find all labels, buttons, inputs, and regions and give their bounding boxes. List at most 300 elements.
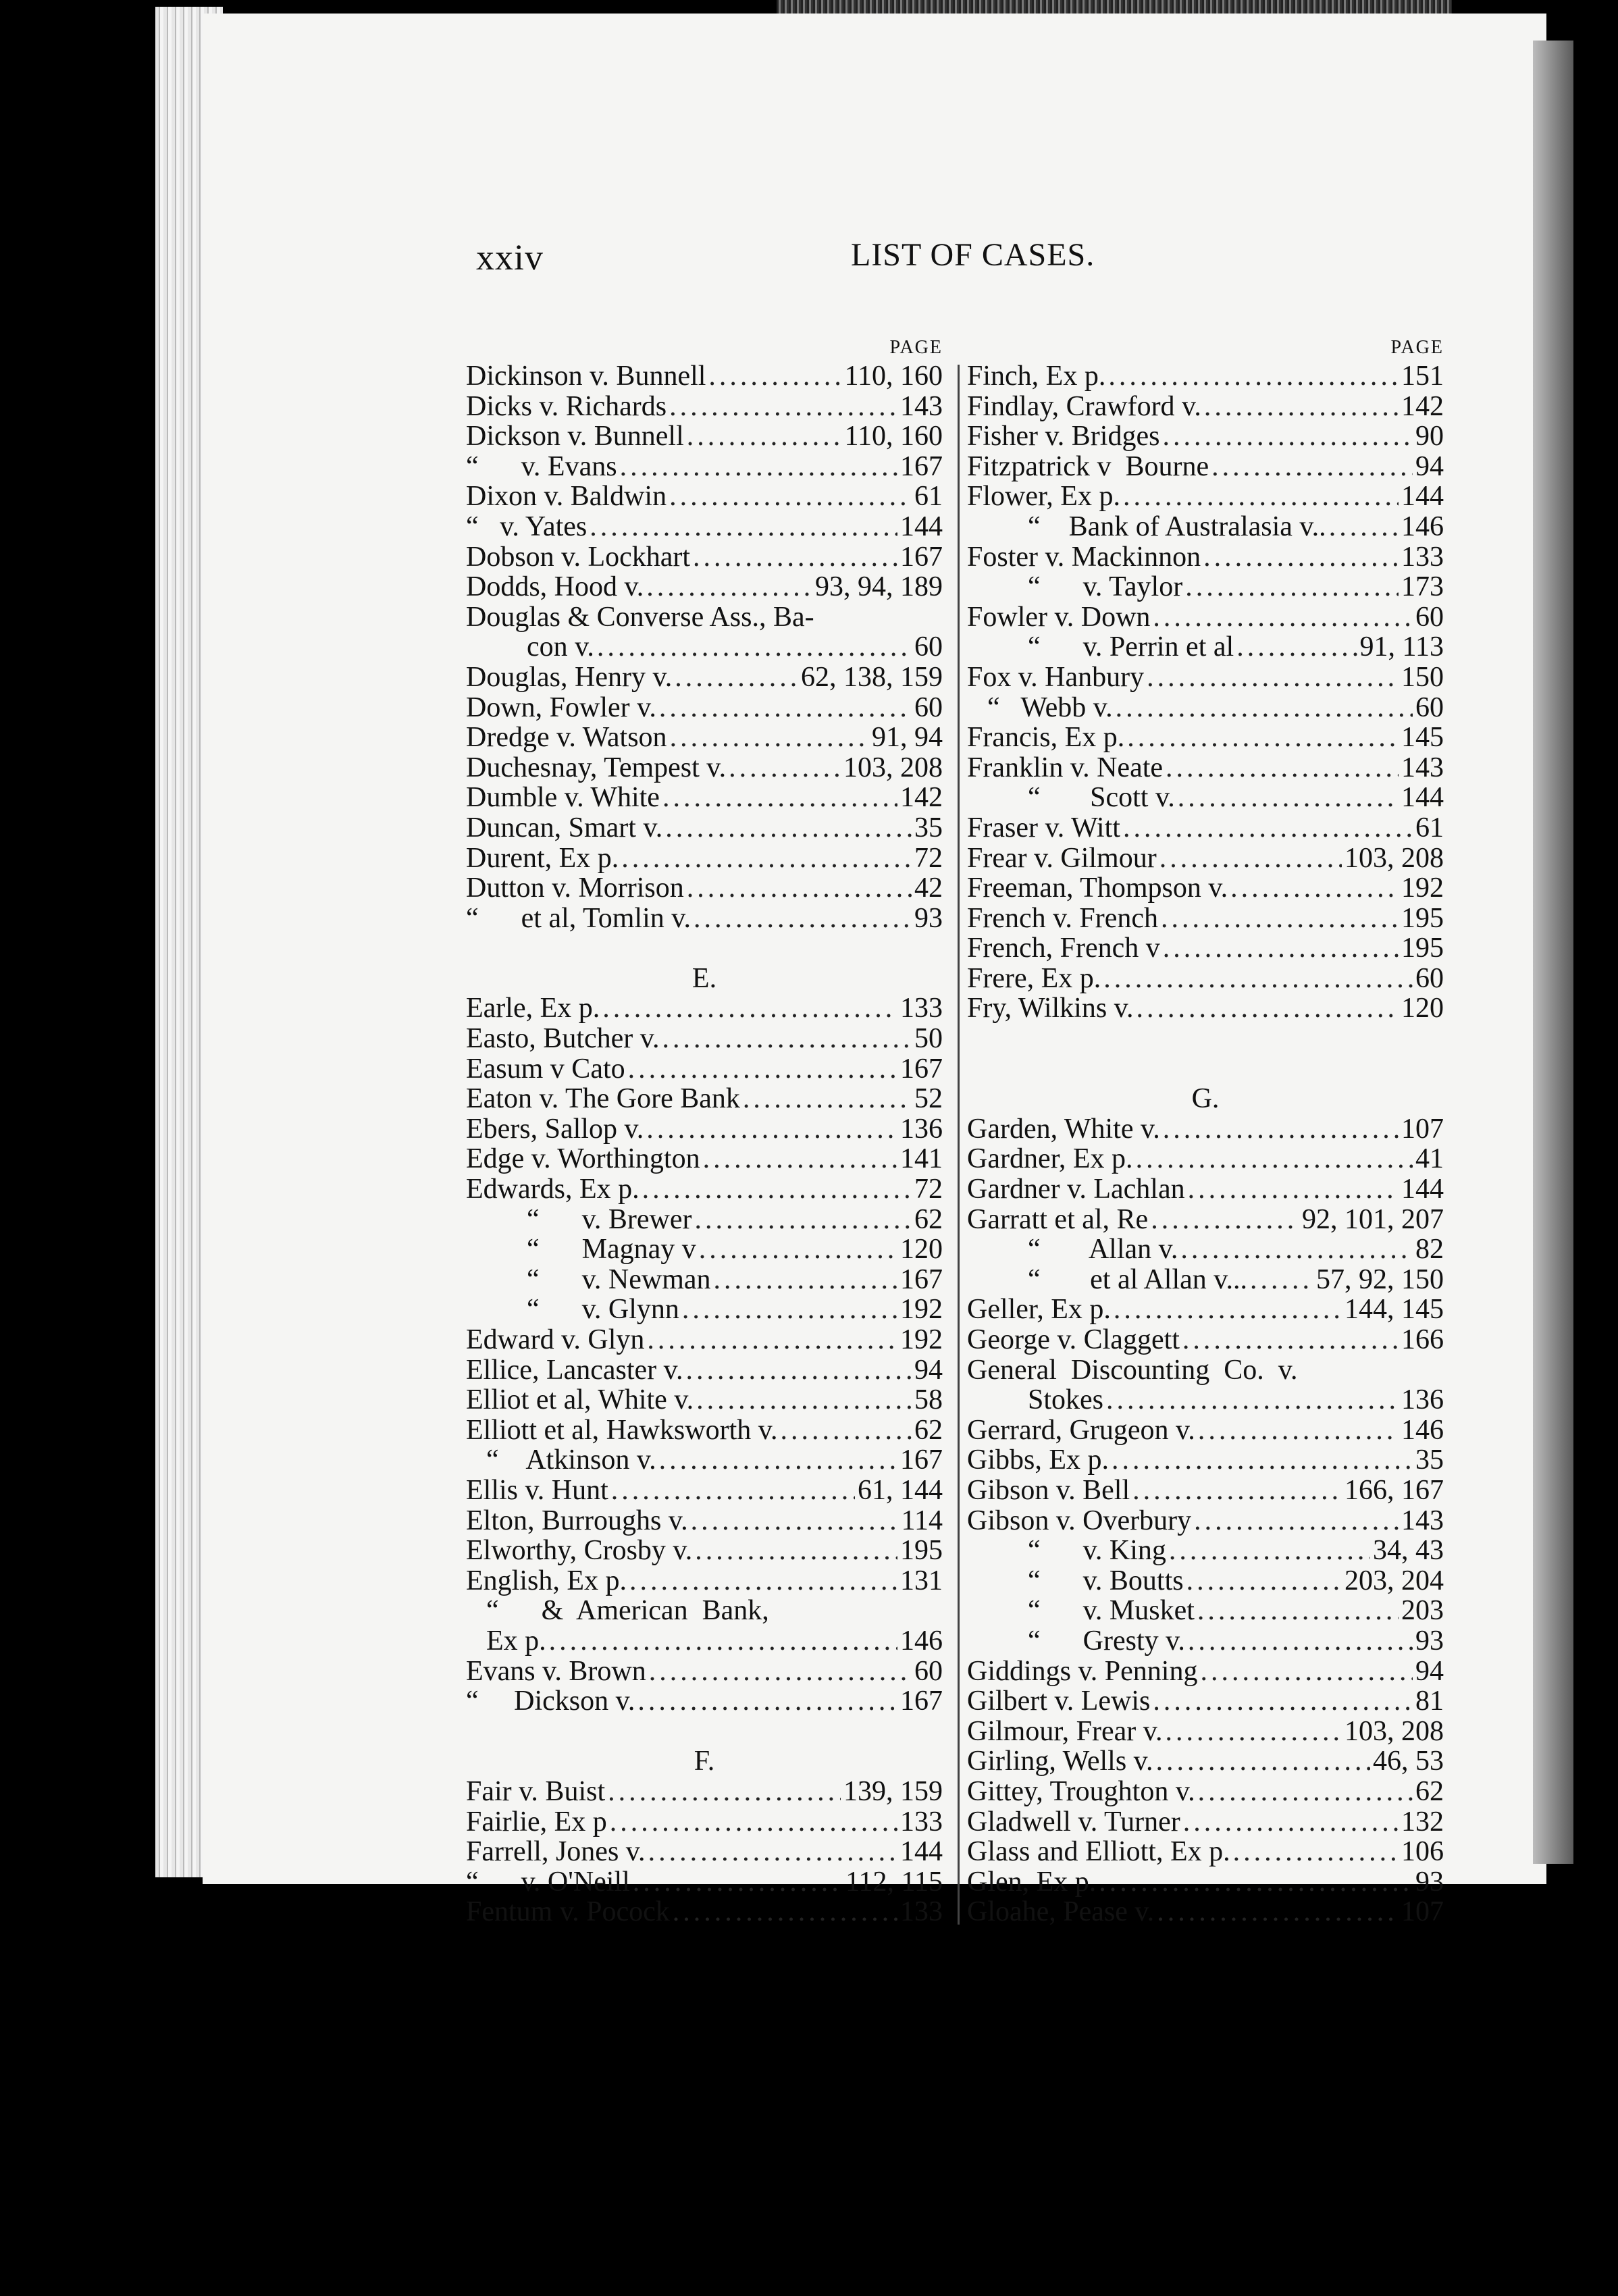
- case-name: “ & American Bank,: [486, 1595, 769, 1627]
- page-reference: 46, 53: [1373, 1746, 1444, 1777]
- page-reference: 35: [1415, 1444, 1444, 1476]
- page-reference: 57, 92, 150: [1316, 1263, 1444, 1295]
- page-reference: 34, 43: [1373, 1535, 1444, 1567]
- case-entry: [466, 572, 943, 602]
- page-reference: 120: [900, 1234, 943, 1266]
- dot-leader: [703, 1144, 897, 1174]
- case-name: Gardner, Ex p.: [967, 1143, 1133, 1175]
- page-reference: 42: [914, 872, 943, 904]
- case-entry: [466, 452, 943, 482]
- case-name: Girling, Wells v.: [967, 1746, 1153, 1777]
- case-entry: [967, 1415, 1444, 1446]
- page-reference: 144: [900, 1836, 943, 1868]
- case-name: George v. Claggett: [967, 1324, 1180, 1355]
- case-name: “ Dickson v.: [466, 1686, 635, 1717]
- case-name: Fox v. Hanbury: [967, 661, 1145, 693]
- case-name: “ Allan v.: [1028, 1234, 1178, 1266]
- dot-leader: [1151, 1205, 1299, 1235]
- page-reference: 110, 160: [844, 361, 943, 392]
- case-name: “ et al, Tomlin v.: [466, 902, 691, 934]
- page-reference: 166: [1401, 1324, 1444, 1355]
- case-name: Ex p.: [486, 1625, 546, 1656]
- case-name: Edward v. Glyn: [466, 1324, 645, 1355]
- case-name: Ellice, Lancaster v.: [466, 1354, 683, 1386]
- case-name: Garratt et al, Re: [967, 1203, 1149, 1235]
- case-name: “ Magnay v: [527, 1234, 696, 1266]
- case-entry: [967, 1265, 1444, 1295]
- case-name: con v.: [527, 631, 594, 663]
- dot-leader: [1178, 783, 1399, 813]
- case-entry: [967, 361, 1444, 392]
- case-entry: [967, 813, 1444, 843]
- dot-leader: [662, 1024, 912, 1054]
- dot-leader: [1114, 1295, 1342, 1325]
- case-name: Fairlie, Ex p: [466, 1806, 607, 1837]
- page-reference: 92, 101, 207: [1302, 1203, 1444, 1235]
- case-name: Gladwell v. Turner: [967, 1806, 1180, 1837]
- case-entry: [967, 1656, 1444, 1687]
- case-name: English, Ex p.: [466, 1565, 627, 1596]
- column-divider: [958, 365, 960, 1925]
- case-entry: [466, 361, 943, 392]
- page-reference: 166, 167: [1345, 1474, 1444, 1506]
- page-reference: 203: [1401, 1595, 1444, 1627]
- case-name: Easum v Cato: [466, 1053, 625, 1085]
- dot-leader: [1180, 1234, 1413, 1265]
- dot-leader: [1153, 1686, 1413, 1717]
- page-reference: 94: [1415, 450, 1444, 482]
- dot-leader: [708, 361, 841, 392]
- dot-leader: [1204, 392, 1399, 422]
- dot-leader: [1106, 1385, 1399, 1415]
- page-reference: 93, 94, 189: [815, 571, 943, 603]
- section-heading: G.: [1191, 1083, 1220, 1115]
- page-reference: 133: [900, 1806, 943, 1837]
- case-entry: [466, 873, 943, 904]
- case-name: Fair v. Buist: [466, 1775, 606, 1807]
- case-entry: [967, 1746, 1444, 1777]
- case-name: Gibson v. Bell: [967, 1474, 1130, 1506]
- dot-leader: [781, 1415, 912, 1446]
- left-column: [466, 334, 943, 1927]
- case-entry: [466, 1265, 943, 1295]
- dot-leader: [1194, 1506, 1399, 1536]
- case-name: “ v. Newman: [527, 1263, 711, 1295]
- page-reference: 50: [914, 1023, 943, 1055]
- page-reference: 60: [1415, 962, 1444, 994]
- dot-leader: [1211, 452, 1413, 482]
- section-spacer: [466, 1717, 943, 1747]
- case-name: “ Scott v.: [1028, 782, 1175, 814]
- case-name: Gibbs, Ex p.: [967, 1444, 1109, 1476]
- dot-leader: [1153, 602, 1413, 633]
- running-title: LIST OF CASES.: [851, 237, 1095, 273]
- dot-leader: [1112, 1445, 1413, 1476]
- case-entry: [967, 993, 1444, 1024]
- dot-leader: [549, 1626, 897, 1656]
- page-reference: 167: [900, 450, 943, 482]
- page-reference: 142: [1401, 390, 1444, 422]
- page-reference: 94: [1415, 1655, 1444, 1687]
- case-entry: [967, 1114, 1444, 1145]
- case-name: Garden, White v.: [967, 1113, 1160, 1145]
- page-reference: 103, 208: [1345, 1715, 1444, 1747]
- case-name: Frere, Ex p.: [967, 962, 1101, 994]
- case-entry: [967, 572, 1444, 602]
- case-name: “ Bank of Australasia v..: [1028, 511, 1326, 542]
- case-entry: [466, 1054, 943, 1085]
- case-entry: [466, 1566, 943, 1596]
- case-name: Stokes: [1028, 1384, 1104, 1416]
- dot-leader: [1123, 813, 1413, 843]
- case-name: “ v. Yates: [466, 511, 588, 542]
- case-name: “ v. Taylor: [1028, 571, 1183, 603]
- dot-leader: [1183, 1807, 1399, 1837]
- case-entry: [967, 542, 1444, 573]
- case-entry: [466, 1897, 943, 1927]
- page-reference: 195: [1401, 902, 1444, 934]
- dot-leader: [662, 783, 897, 813]
- case-entry: [466, 1807, 943, 1837]
- case-name: Fry, Wilkins v.: [967, 993, 1134, 1024]
- case-entry: [466, 693, 943, 723]
- case-entry: [466, 843, 943, 874]
- dot-leader: [1236, 632, 1357, 662]
- dot-leader: [659, 693, 912, 723]
- dot-leader: [1147, 662, 1399, 693]
- left-entries: [466, 361, 943, 1927]
- page-reference: 167: [900, 541, 943, 573]
- case-entry: [466, 1355, 943, 1386]
- case-entry: [466, 602, 943, 633]
- dot-leader: [694, 904, 912, 934]
- case-name: Findlay, Crawford v.: [967, 390, 1201, 422]
- page-reference: 144: [1401, 481, 1444, 513]
- page-reference: 103, 208: [1345, 842, 1444, 874]
- case-name: “ v. Evans: [466, 450, 617, 482]
- case-name: Gilmour, Frear v.: [967, 1715, 1163, 1747]
- case-entry: [967, 1355, 1444, 1386]
- case-name: Dickson v. Bunnell: [466, 421, 684, 452]
- dot-leader: [1166, 1717, 1342, 1747]
- dot-leader: [1136, 1144, 1413, 1174]
- page-reference: 60: [1415, 692, 1444, 723]
- case-name: “ et al Allan v...: [1028, 1263, 1248, 1295]
- dot-leader: [1162, 421, 1413, 452]
- page-reference: 133: [900, 993, 943, 1024]
- case-entry: [967, 723, 1444, 753]
- page-reference: 144, 145: [1345, 1294, 1444, 1326]
- case-name: Fentum v. Pocock: [466, 1896, 670, 1928]
- case-entry: [466, 1626, 943, 1656]
- case-name: “ v. Boutts: [1028, 1565, 1184, 1596]
- case-entry: [466, 1445, 943, 1476]
- case-name: “ v. Brewer: [527, 1203, 692, 1235]
- page-reference: 60: [1415, 601, 1444, 633]
- dot-leader: [1169, 1536, 1370, 1566]
- page-reference: 61: [1415, 812, 1444, 843]
- case-name: Fitzpatrick v Bourne: [967, 450, 1209, 482]
- dot-leader: [1198, 1415, 1399, 1446]
- case-name: Frear v. Gilmour: [967, 842, 1157, 874]
- case-entry: [466, 421, 943, 452]
- case-name: Gardner v. Lachlan: [967, 1174, 1185, 1205]
- case-entry: [967, 1717, 1444, 1747]
- page-reference: 72: [914, 1174, 943, 1205]
- page-reference: 144: [1401, 782, 1444, 814]
- case-entry: [967, 662, 1444, 693]
- case-name: Glen, Ex p.: [967, 1866, 1097, 1898]
- case-name: Fraser v. Witt: [967, 812, 1120, 843]
- dot-leader: [1163, 1114, 1399, 1145]
- dot-leader: [1188, 1174, 1399, 1205]
- case-name: Glass and Elliott, Ex p.: [967, 1836, 1230, 1868]
- page-reference: 167: [900, 1053, 943, 1085]
- page-reference: 62: [1415, 1775, 1444, 1807]
- case-name: Flower, Ex p.: [967, 481, 1120, 513]
- page-reference: 131: [900, 1565, 943, 1596]
- page-reference: 106: [1401, 1836, 1444, 1868]
- page-reference: 91, 94: [872, 722, 943, 754]
- page-reference: 145: [1401, 722, 1444, 754]
- case-name: Dumble v. White: [466, 782, 660, 814]
- dot-leader: [611, 1476, 855, 1506]
- case-entry: [466, 723, 943, 753]
- case-entry: [967, 1596, 1444, 1626]
- dot-leader: [646, 1114, 897, 1145]
- case-entry: [967, 1476, 1444, 1506]
- case-name: Geller, Ex p.: [967, 1294, 1111, 1326]
- dot-leader: [669, 481, 912, 512]
- dot-leader: [682, 1295, 897, 1325]
- dot-leader: [1230, 873, 1399, 904]
- section-heading: F.: [694, 1746, 715, 1777]
- dot-leader: [637, 1686, 897, 1717]
- case-entry: [466, 813, 943, 843]
- case-entry: [466, 1174, 943, 1205]
- case-name: Eaton v. The Gore Bank: [466, 1083, 740, 1115]
- case-name: “ v. O'Neill: [466, 1866, 630, 1898]
- dot-leader: [642, 1174, 912, 1205]
- page-reference: 82: [1415, 1234, 1444, 1266]
- page-reference: 133: [1401, 541, 1444, 573]
- case-entry: [466, 481, 943, 512]
- page-reference: 143: [1401, 752, 1444, 783]
- page-reference: 60: [914, 1655, 943, 1687]
- page-reference: 167: [900, 1444, 943, 1476]
- case-name: “ v. King: [1028, 1535, 1166, 1567]
- dot-leader: [673, 1897, 897, 1927]
- case-entry: [466, 1506, 943, 1536]
- case-name: Douglas & Converse Ass., Ba-: [466, 601, 814, 633]
- case-name: Gittey, Troughton v.: [967, 1775, 1195, 1807]
- page-reference: 93: [1415, 1866, 1444, 1898]
- case-entry: [967, 964, 1444, 994]
- case-entry: [466, 1144, 943, 1174]
- page-column-label: PAGE: [1390, 337, 1444, 358]
- case-name: Gerrard, Grugeon v.: [967, 1414, 1195, 1446]
- case-entry: [967, 783, 1444, 813]
- case-name: “ Webb v.: [987, 692, 1113, 723]
- dot-leader: [647, 1325, 897, 1355]
- case-entry: [967, 481, 1444, 512]
- page-reference: 133: [900, 1896, 943, 1928]
- case-entry: [466, 904, 943, 934]
- page-reference: 143: [900, 390, 943, 422]
- dot-leader: [699, 1234, 897, 1265]
- case-entry: [967, 1506, 1444, 1536]
- section-heading: E.: [691, 962, 717, 994]
- dot-leader: [1198, 1777, 1413, 1807]
- section-spacer: [967, 1054, 1444, 1085]
- page-folio: xxiv: [476, 237, 544, 278]
- case-name: Easto, Butcher v.: [466, 1023, 660, 1055]
- case-entry: [466, 662, 943, 693]
- case-entry: [967, 1897, 1444, 1927]
- page-reference: 110, 160: [844, 421, 943, 452]
- page-reference: 81: [1415, 1686, 1444, 1717]
- case-entry: [967, 1536, 1444, 1566]
- page-reference: 62: [914, 1203, 943, 1235]
- case-entry: [967, 602, 1444, 633]
- dot-leader: [1103, 964, 1413, 994]
- case-name: “ Atkinson v.: [486, 1444, 656, 1476]
- page-reference: 35: [914, 812, 943, 843]
- page-reference: 141: [900, 1143, 943, 1175]
- dot-leader: [1182, 1325, 1399, 1355]
- dot-leader: [633, 1867, 843, 1898]
- page-reference: 143: [1401, 1505, 1444, 1536]
- page-reference: 192: [1401, 872, 1444, 904]
- case-entry: [466, 1596, 943, 1626]
- case-entry: [967, 1174, 1444, 1205]
- page-reference: 167: [900, 1686, 943, 1717]
- page-reference: 173: [1401, 571, 1444, 603]
- case-entry: [466, 1084, 943, 1114]
- page-reference: 52: [914, 1083, 943, 1115]
- dot-leader: [1163, 933, 1399, 964]
- page-reference: 72: [914, 842, 943, 874]
- dot-leader: [1159, 843, 1342, 874]
- case-name: French v. French: [967, 902, 1159, 934]
- case-entry: [466, 1656, 943, 1687]
- dot-leader: [1136, 993, 1399, 1024]
- case-name: Duncan, Smart v.: [466, 812, 663, 843]
- case-name: Freeman, Thompson v.: [967, 872, 1228, 904]
- case-entry: [967, 1325, 1444, 1355]
- page-reference: 136: [1401, 1384, 1444, 1416]
- case-entry: [466, 1205, 943, 1235]
- right-entries: [967, 361, 1444, 1927]
- page-reference: 146: [1401, 511, 1444, 542]
- page-reference: 93: [914, 902, 943, 934]
- case-entry: [967, 1837, 1444, 1867]
- case-name: Farrell, Jones v.: [466, 1836, 646, 1868]
- case-name: “ v. Perrin et al: [1028, 631, 1234, 663]
- case-entry: [466, 753, 943, 783]
- page-reference: 132: [1401, 1806, 1444, 1837]
- dot-leader: [1099, 1867, 1413, 1898]
- case-entry: [466, 1234, 943, 1265]
- dot-leader: [1123, 481, 1399, 512]
- dot-leader: [649, 1656, 912, 1687]
- page-reference: 61, 144: [858, 1474, 943, 1506]
- dot-leader: [1203, 542, 1399, 573]
- dot-leader: [648, 1837, 897, 1867]
- page-reference: 151: [1401, 361, 1444, 392]
- case-entry: [967, 904, 1444, 934]
- case-name: Dixon v. Baldwin: [466, 481, 667, 513]
- dot-leader: [675, 662, 798, 693]
- page-reference: 107: [1401, 1896, 1444, 1928]
- dot-leader: [714, 1265, 897, 1295]
- page-reference: 62, 138, 159: [801, 661, 943, 693]
- dot-leader: [1127, 723, 1399, 753]
- page-reference: 150: [1401, 661, 1444, 693]
- dot-leader: [610, 1807, 897, 1837]
- case-name: Edge v. Worthington: [466, 1143, 700, 1175]
- dot-leader: [629, 1566, 897, 1596]
- page-reference: 144: [900, 511, 943, 542]
- page-reference: 120: [1401, 993, 1444, 1024]
- case-entry: [466, 392, 943, 422]
- dot-leader: [695, 1536, 897, 1566]
- dot-leader: [695, 1205, 912, 1235]
- page-reference: 90: [1415, 421, 1444, 452]
- case-entry: [967, 1295, 1444, 1325]
- case-entry: [967, 1777, 1444, 1807]
- case-name: Evans v. Brown: [466, 1655, 646, 1687]
- case-name: Dredge v. Watson: [466, 722, 667, 754]
- case-entry: [967, 693, 1444, 723]
- case-entry: [466, 1295, 943, 1325]
- section-spacer: [967, 1024, 1444, 1054]
- page-reference: 60: [914, 692, 943, 723]
- case-entry: [466, 542, 943, 573]
- case-name: Gibson v. Overbury: [967, 1505, 1192, 1536]
- dot-leader: [590, 512, 897, 542]
- dot-leader: [1197, 1596, 1399, 1626]
- case-name: Edwards, Ex p.: [466, 1174, 640, 1205]
- dot-leader: [621, 843, 912, 874]
- case-entry: [967, 452, 1444, 482]
- case-entry: [967, 873, 1444, 904]
- page-reference: 61: [914, 481, 943, 513]
- dot-leader: [1250, 1265, 1313, 1295]
- page-reference: 41: [1415, 1143, 1444, 1175]
- page-reference: 195: [1401, 933, 1444, 964]
- case-name: Elliott et al, Hawksworth v.: [466, 1414, 778, 1446]
- case-entry: [466, 1415, 943, 1446]
- page-reference: 60: [914, 631, 943, 663]
- case-entry: [967, 843, 1444, 874]
- page-reference: 136: [900, 1113, 943, 1145]
- dot-leader: [1132, 1476, 1342, 1506]
- dot-leader: [1161, 904, 1399, 934]
- dot-leader: [597, 632, 912, 662]
- dot-leader: [743, 1084, 912, 1114]
- case-entry: [967, 392, 1444, 422]
- case-entry: [967, 1867, 1444, 1898]
- case-name: Finch, Ex p.: [967, 361, 1106, 392]
- dot-leader: [628, 1054, 897, 1085]
- dot-leader: [1233, 1837, 1399, 1867]
- page-column-label: PAGE: [889, 337, 943, 358]
- case-name: Earle, Ex p.: [466, 993, 600, 1024]
- case-name: Foster v. Mackinnon: [967, 541, 1201, 573]
- case-entry: [466, 1686, 943, 1717]
- case-name: Elworthy, Crosby v.: [466, 1535, 693, 1567]
